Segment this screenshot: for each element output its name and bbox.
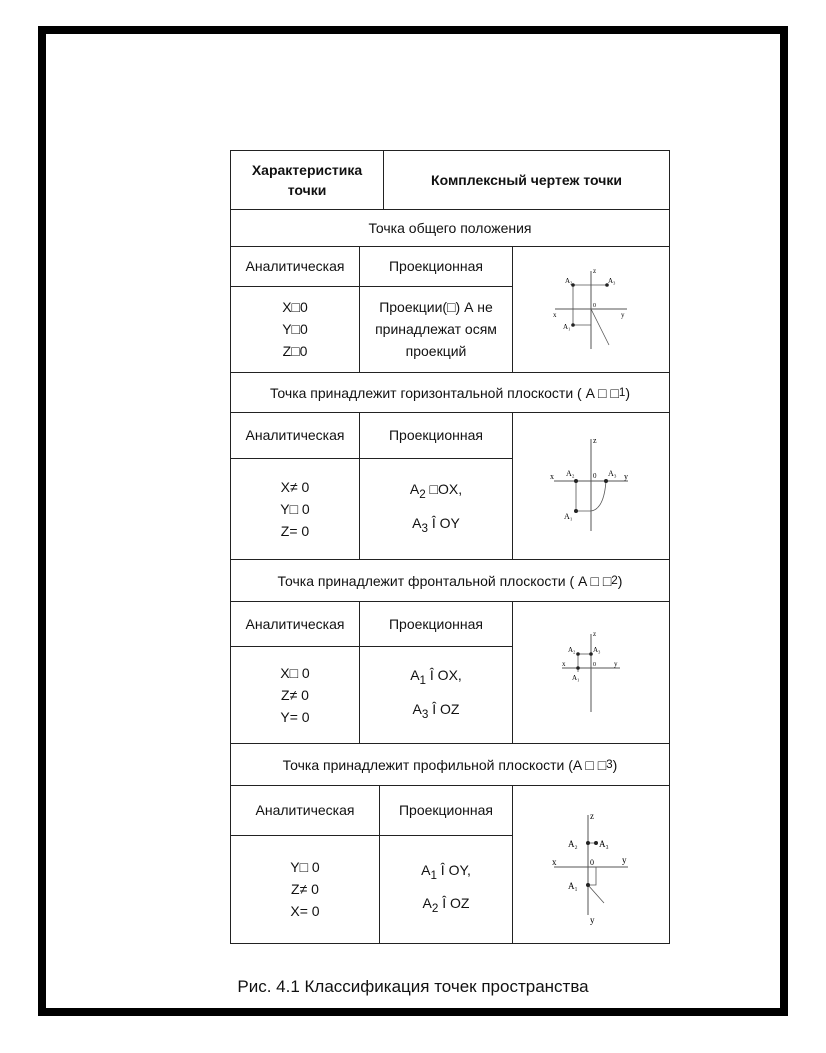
section-title-row: [231, 559, 669, 601]
diagram-profile-plane: [546, 805, 636, 925]
section-title: Точка принадлежит фронтальной плоскости ( A □ □ 2 ): [277, 572, 623, 589]
label-origin: 0: [593, 472, 597, 480]
label-a1: A₁: [564, 512, 573, 521]
label-a2: A₂: [568, 645, 576, 654]
section-title: Точка принадлежит горизонтальной плоскости ( A □ □ 1 ): [269, 384, 631, 401]
projection-diagram: [512, 247, 669, 372]
table-header-row: [231, 151, 669, 209]
label-a1: A₁: [572, 673, 580, 682]
projection-conditions: $A_2$ □OX, $A_3$ Î OY: [359, 459, 512, 559]
label-a3: A₃: [593, 645, 601, 654]
label-a1: A₁: [568, 880, 578, 891]
projection-diagram: [512, 786, 669, 943]
analytic-conditions: X□ 0 Z≠ 0 Y= 0: [280, 664, 310, 725]
label-origin: 0: [593, 661, 596, 668]
label-x: x: [552, 856, 557, 867]
diagram-general-position: [551, 265, 631, 355]
label-origin: 0: [590, 857, 594, 867]
label-a2: A₂: [565, 276, 573, 285]
analytic-label: Аналитическая: [255, 802, 355, 819]
label-z: z: [593, 266, 597, 275]
label-origin: 0: [593, 302, 596, 309]
header-drawing: Комплексный чертеж точки: [383, 151, 669, 209]
label-y: y: [614, 659, 618, 668]
classification-table: [230, 150, 670, 944]
projection-label: Проекционная: [379, 786, 512, 835]
label-z: z: [590, 810, 594, 821]
section-body: [231, 785, 669, 943]
projection-conditions: $A_1$ Î OY, $A_2$ Î OZ: [379, 836, 512, 943]
analytic-label: Аналитическая: [245, 427, 345, 444]
section-title-row: [231, 743, 669, 785]
figure-caption: Рис. 4.1 Классификация точек пространства: [237, 977, 589, 996]
projection-diagram: [512, 413, 669, 559]
projection-conditions: $A_1$ Î OX, $A_3$ Î OZ: [359, 647, 512, 743]
label-a3: A₃: [608, 276, 616, 285]
label-x: x: [550, 472, 554, 481]
label-a2: A₂: [568, 838, 578, 849]
projection-label: Проекционная: [359, 602, 512, 646]
analytic-label: Аналитическая: [245, 615, 345, 632]
diagram-horizontal-plane: [546, 431, 636, 541]
section-title-row: [231, 372, 669, 412]
projection-conditions: Проекции(□) А не принадлежат осям проекций: [359, 287, 512, 372]
label-a2: A₂: [566, 469, 575, 478]
section-title: Точка принадлежит профильной плоскости (A □ □ 3 ): [282, 756, 618, 773]
diagram-frontal-plane: [556, 628, 626, 718]
label-y: y: [622, 854, 627, 865]
header-characteristic: Характеристика точки: [251, 162, 363, 198]
projection-diagram: [512, 602, 669, 743]
section-title-row: [231, 209, 669, 246]
section-body: [231, 412, 669, 559]
label-a1: A₁: [563, 322, 571, 331]
section-title: Точка общего положения: [368, 220, 532, 236]
label-z: z: [593, 436, 597, 445]
analytic-conditions: Y□ 0 Z≠ 0 X= 0: [290, 859, 320, 920]
projection-label: Проекционная: [359, 413, 512, 458]
label-a3: A₃: [608, 469, 617, 478]
label-y-down: y: [590, 914, 595, 925]
label-z: z: [593, 629, 597, 638]
label-y: y: [621, 310, 625, 319]
section-body: [231, 246, 669, 372]
projection-label: Проекционная: [359, 247, 512, 286]
section-body: [231, 601, 669, 743]
label-a3: A₃: [599, 838, 609, 849]
analytic-conditions: X□0 Y□0 Z□0: [282, 299, 308, 360]
analytic-conditions: X≠ 0 Y□ 0 Z= 0: [280, 478, 310, 539]
analytic-label: Аналитическая: [245, 258, 345, 275]
label-x: x: [553, 310, 557, 319]
label-y: y: [624, 472, 628, 481]
label-x: x: [562, 659, 566, 668]
